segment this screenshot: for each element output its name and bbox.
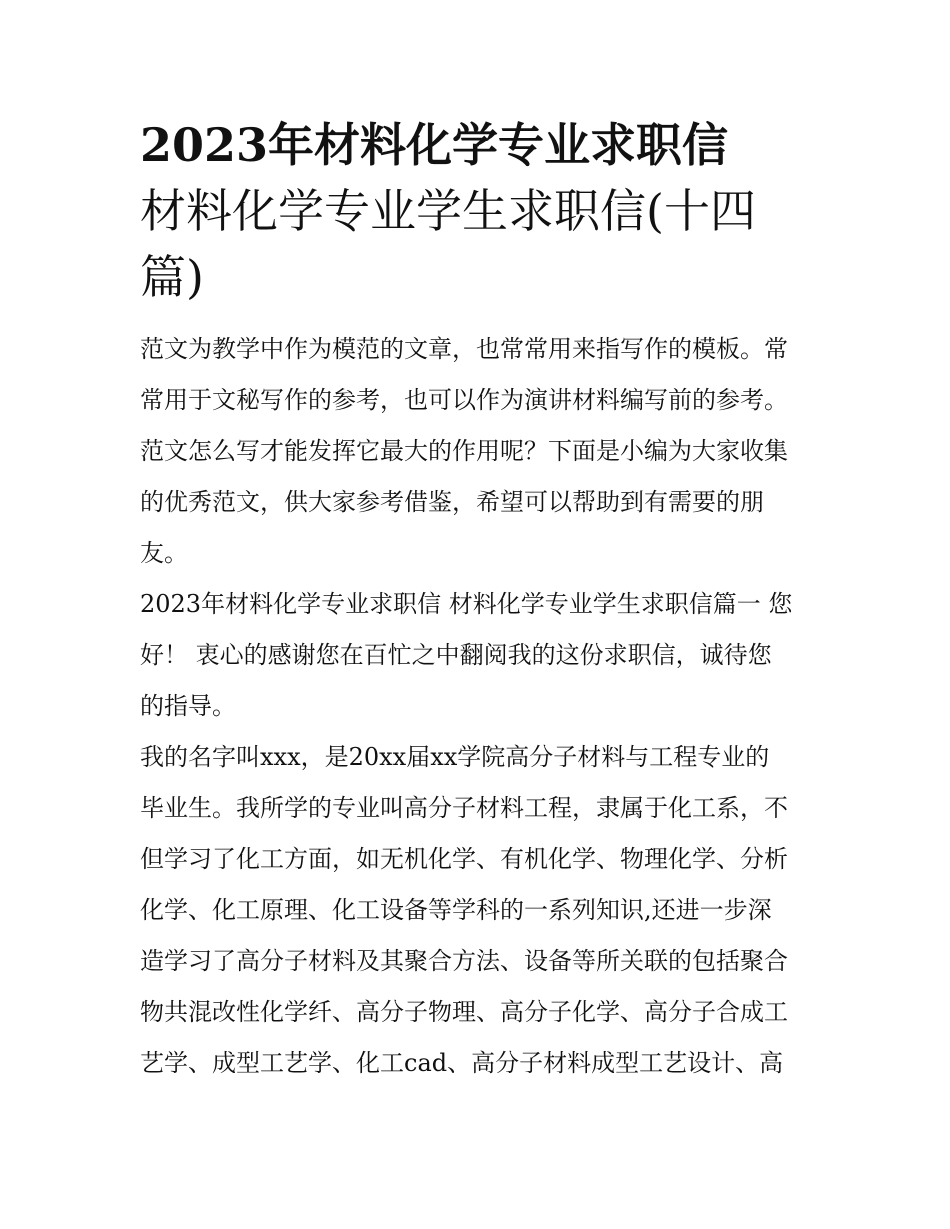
text-line: 的优秀范文，供大家参考借鉴，希望可以帮助到有需要的朋 — [140, 488, 764, 516]
text-line: 好！ 衷心的感谢您在百忙之中翻阅我的这份求职信，诚待您 — [140, 641, 772, 669]
text-line: 我的名字叫xxx，是20xx届xx学院高分子材料与工程专业的 — [140, 743, 770, 771]
text-line: 范文怎么写才能发挥它最大的作用呢？下面是小编为大家收集 — [140, 437, 788, 465]
document-title — [140, 112, 816, 310]
text-line: 范文为教学中作为模范的文章，也常常用来指写作的模板。常 — [140, 335, 788, 363]
text-line: 艺学、成型工艺学、化工cad、高分子材料成型工艺设计、高 — [140, 1049, 784, 1077]
greeting-paragraph — [140, 579, 816, 732]
body-paragraph — [140, 732, 816, 1089]
intro-paragraph — [140, 324, 816, 579]
document-content — [140, 112, 816, 1089]
title-line-2: 材料化学专业学生求职信(十四 — [140, 184, 756, 238]
text-line: 化学、化工原理、化工设备等学科的一系列知识,还进一步深 — [140, 896, 772, 924]
text-line: 物共混改性化学纤、高分子物理、高分子化学、高分子合成工 — [140, 998, 788, 1026]
text-line: 但学习了化工方面，如无机化学、有机化学、物理化学、分析 — [140, 845, 788, 873]
text-line: 2023年材料化学专业求职信 材料化学专业学生求职信篇一 您 — [140, 590, 793, 618]
text-line: 的指导。 — [140, 692, 236, 720]
title-line-3: 篇) — [140, 250, 204, 304]
text-line: 常用于文秘写作的参考，也可以作为演讲材料编写前的参考。 — [140, 386, 788, 414]
text-line: 友。 — [140, 539, 188, 567]
text-line: 造学习了高分子材料及其聚合方法、设备等所关联的包括聚合 — [140, 947, 788, 975]
text-line: 毕业生。我所学的专业叫高分子材料工程，隶属于化工系，不 — [140, 794, 788, 822]
title-line-1: 2023年材料化学专业求职信 — [140, 118, 729, 172]
